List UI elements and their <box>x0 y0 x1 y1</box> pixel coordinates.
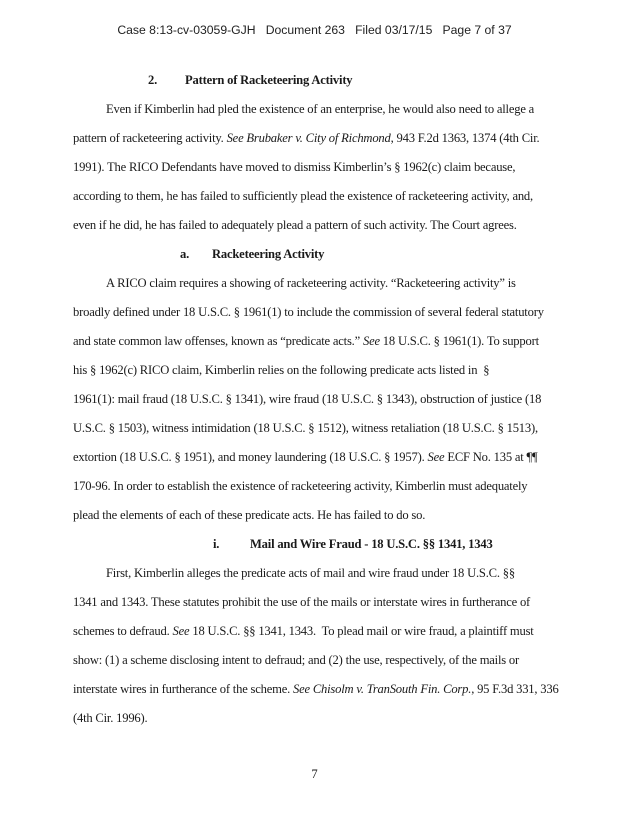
text-line: 1991). The RICO Defendants have moved to dismiss Kimberlin’s § 1962(c) claim because, <box>73 160 516 174</box>
text-line: interstate wires in furtherance of the scheme. See Chisolm v. TranSouth Fin. Corp., 95 F.3d 331, 336 <box>73 682 559 696</box>
section-title: Mail and Wire Fraud - 18 U.S.C. §§ 1341, 1343 <box>250 537 493 551</box>
section-heading <box>73 66 557 95</box>
text-line: even if he did, he has failed to adequately plead a pattern of such activity. The Court agrees. <box>73 218 517 232</box>
text-line: 170-96. In order to establish the existence of racketeering activity, Kimberlin must adequately <box>73 479 528 493</box>
text-line: his § 1962(c) RICO claim, Kimberlin relies on the following predicate acts listed in § <box>73 363 490 377</box>
section-number: 2. <box>148 73 158 87</box>
section-title: Racketeering Activity <box>212 247 325 261</box>
section-heading <box>73 240 557 269</box>
text-line: Even if Kimberlin had pled the existence of an enterprise, he would also need to allege a <box>106 102 535 116</box>
text-line: A RICO claim requires a showing of racketeering activity. “Racketeering activity” is <box>106 276 516 290</box>
document-body <box>73 66 557 733</box>
text-line: show: (1) a scheme disclosing intent to defraud; and (2) the use, respectively, of the mails or <box>73 653 520 667</box>
text-line: according to them, he has failed to sufficiently plead the existence of racketeering activity, and, <box>73 189 533 203</box>
text-line: pattern of racketeering activity. See Brubaker v. City of Richmond, 943 F.2d 1363, 1374 (4th Cir. <box>73 131 540 145</box>
text-line: and state common law offenses, known as “predicate acts.” See 18 U.S.C. § 1961(1). To support <box>73 334 539 348</box>
page-number: 7 <box>311 767 318 781</box>
section-heading <box>73 530 557 559</box>
text-line: plead the elements of each of these predicate acts. He has failed to do so. <box>73 508 426 522</box>
case-header-stamp: Case 8:13-cv-03059-GJH Document 263 Filed 03/17/15 Page 7 of 37 <box>117 23 512 37</box>
section-title: Pattern of Racketeering Activity <box>185 73 353 87</box>
text-line: extortion (18 U.S.C. § 1951), and money laundering (18 U.S.C. § 1957). See ECF No. 135 at ¶¶ <box>73 450 538 464</box>
text-line: U.S.C. § 1503), witness intimidation (18 U.S.C. § 1512), witness retaliation (18 U.S.C. § 1513), <box>73 421 538 435</box>
text-line: (4th Cir. 1996). <box>73 711 148 725</box>
section-number: i. <box>213 537 220 551</box>
text-line: 1341 and 1343. These statutes prohibit the use of the mails or interstate wires in furtherance of <box>73 595 531 609</box>
text-line: 1961(1): mail fraud (18 U.S.C. § 1341), wire fraud (18 U.S.C. § 1343), obstruction of justice (18 <box>73 392 542 406</box>
text-line: broadly defined under 18 U.S.C. § 1961(1) to include the commission of several federal statutory <box>73 305 544 319</box>
text-line: schemes to defraud. See 18 U.S.C. §§ 1341, 1343. To plead mail or wire fraud, a plaintiff must <box>73 624 534 638</box>
section-number: a. <box>180 247 190 261</box>
text-line: First, Kimberlin alleges the predicate acts of mail and wire fraud under 18 U.S.C. §§ <box>106 566 515 580</box>
